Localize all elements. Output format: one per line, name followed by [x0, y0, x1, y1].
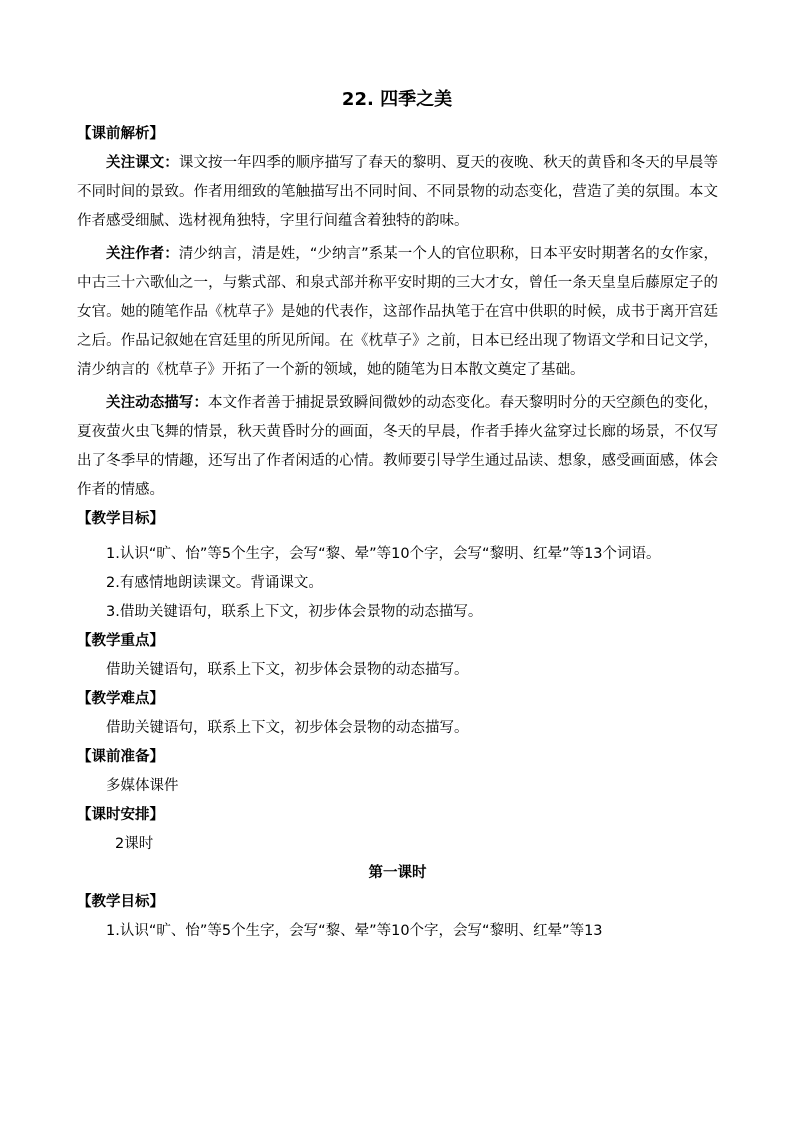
paragraph-lead: 关注作者： [106, 246, 179, 262]
paragraph-focus-author [77, 240, 718, 385]
section-heading-lesson-goals: 【教学目标】 [77, 894, 164, 910]
paragraph-body: 本文作者善于捕捉景致瞬间微妙的动态变化。春天黎明时分的天空颜色的变化，夏夜萤火虫飞舞的情景，秋天黄昏时分的画面，冬天的早晨，作者手捧火盆穿过长廊的场景，不仅写出了冬季早的情趣，还写出了作者闲适的心情。教师要引导学生通过品读、想象，感受画面感，体会作者的情感。 [77, 395, 719, 498]
paragraph-lead: 关注动态描写： [106, 395, 209, 411]
section-heading-preparation: 【课前准备】 [77, 749, 164, 765]
section-heading-goals: 【教学目标】 [77, 511, 164, 527]
lesson-one-heading: 第一课时 [368, 865, 427, 881]
page-title: 22. 四季之美 [341, 89, 453, 110]
section-heading-key-points: 【教学重点】 [77, 633, 164, 649]
paragraph-body: 课文按一年四季的顺序描写了春天的黎明、夏天的夜晚、秋天的黄昏和冬天的早晨等不同时间的景致。作者用细致的笔触描写出不同时间、不同景物的动态变化，营造了美的氛围。本文作者感受细腻、选材视角独特，字里行间蕴含着独特的韵味。 [77, 155, 719, 229]
difficulties-text: 借助关键语句，联系上下文，初步体会景物的动态描写。 [106, 720, 469, 736]
schedule-text: 2课时 [115, 836, 154, 852]
lesson-goal-item-1: 1.认识“旷、怡”等5个生字，会写“黎、晕”等10个字，会写“黎明、红晕”等13 [106, 923, 603, 939]
goal-item-3: 3.借助关键语句，联系上下文，初步体会景物的动态描写。 [106, 604, 483, 620]
section-heading-difficulties: 【教学难点】 [77, 691, 164, 707]
paragraph-body: 清少纳言，清是姓，“少纳言”系某一个人的官位职称，日本平安时期著名的女作家，中古三十六歌仙之一，与紫式部、和泉式部并称平安时期的三大才女，曾任一条天皇皇后藤原定子的女官。她的随笔作品《枕草子》是她的代表作，这部作品执笔于在宫中供职的时候，成书于离开宫廷之后。作品记叙她在宫廷里的所见所闻。在《枕草子》之前，日本已经出现了物语文学和日记文学，清少纳言的《枕草子》开拓了一个新的领域，她的随笔为日本散文奠定了基础。 [77, 246, 718, 378]
section-heading-pre-analysis: 【课前解析】 [77, 126, 164, 142]
preparation-text: 多媒体课件 [106, 778, 179, 794]
key-points-text: 借助关键语句，联系上下文，初步体会景物的动态描写。 [106, 662, 469, 678]
paragraph-focus-dynamic [77, 389, 718, 505]
goal-item-1: 1.认识“旷、怡”等5个生字，会写“黎、晕”等10个字，会写“黎明、红晕”等13个词语。 [106, 546, 661, 562]
document-body [77, 120, 718, 946]
paragraph-focus-text [77, 149, 718, 236]
paragraph-lead: 关注课文： [106, 155, 179, 171]
goal-item-2: 2.有感情地朗读课文。背诵课文。 [106, 575, 323, 591]
section-heading-schedule: 【课时安排】 [77, 807, 164, 823]
